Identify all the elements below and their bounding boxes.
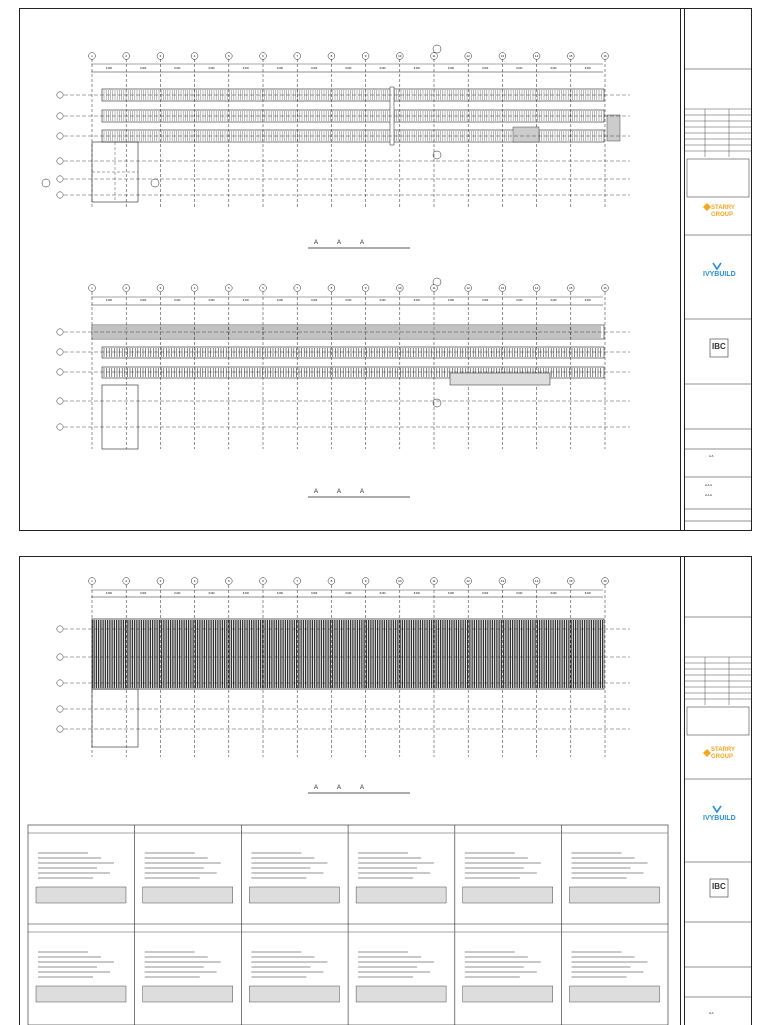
dimension-label: 8,000: [482, 67, 489, 70]
dimension-label: 8,000: [345, 67, 352, 70]
dimension-label: 8,000: [208, 299, 215, 302]
title-block: [684, 557, 751, 1025]
dimension-label: 8,000: [208, 592, 215, 595]
dimension-label: 8,000: [242, 592, 249, 595]
grid-label: 5: [227, 286, 230, 291]
dimension-label: 8,000: [379, 67, 386, 70]
logo-text: GROUP: [711, 754, 734, 760]
dimension-label: 8,000: [345, 299, 352, 302]
company-logo-2: IVYBUILD: [703, 815, 736, 822]
grid-label: 12: [466, 579, 470, 584]
grid-label: 9: [364, 286, 367, 291]
drawing-area: [20, 557, 681, 1025]
dimension-label: 8,000: [174, 67, 181, 70]
grid-label: 3: [159, 286, 162, 291]
dimension-label: 8,000: [208, 67, 215, 70]
grid-label: 7: [296, 54, 299, 59]
grid-label: 3: [159, 54, 162, 59]
grid-label: 9: [364, 54, 367, 59]
grid-label: 4: [193, 579, 196, 584]
drawing-sheet-1: [19, 8, 752, 531]
grid-label: 16: [603, 54, 607, 59]
grid-label: 14: [534, 54, 539, 59]
grid-label: 4: [193, 54, 196, 59]
dimension-label: 8,000: [106, 67, 112, 70]
grid-label: 5: [227, 579, 230, 584]
grid-label: 11: [432, 54, 436, 59]
grid-label: 6: [262, 579, 264, 584]
grid-label: 1: [91, 579, 93, 584]
plan-title: A A A: [314, 240, 374, 246]
grid-label: 16: [603, 579, 607, 584]
grid-label: 2: [125, 54, 128, 59]
grid-label: 12: [466, 54, 470, 59]
dimension-label: 8,000: [482, 592, 489, 595]
grid-label: 2: [125, 286, 128, 291]
grid-label: 12: [466, 286, 470, 291]
grid-label: 3: [159, 579, 162, 584]
grid-label: 10: [398, 579, 402, 584]
company-logo-3: IBC: [712, 342, 726, 351]
dimension-label: 8,000: [550, 67, 557, 70]
dimension-label: 8,000: [550, 592, 557, 595]
grid-label: 8: [330, 54, 333, 59]
grid-label: 8: [330, 286, 333, 291]
stamp-text: A A A: [705, 483, 713, 487]
plan-title: A A A: [314, 489, 374, 495]
grid-label: 15: [569, 54, 573, 59]
grid-label: 8: [330, 579, 333, 584]
dimension-label: 8,000: [140, 592, 147, 595]
drawing-area: [20, 9, 681, 530]
grid-label: 6: [262, 54, 264, 59]
grid-label: 14: [534, 579, 539, 584]
grid-label: 10: [398, 54, 402, 59]
dimension-label: 8,000: [413, 592, 420, 595]
dimension-label: 8,000: [413, 299, 420, 302]
dimension-label: 8,000: [584, 592, 591, 595]
grid-label: 14: [534, 286, 539, 291]
dimension-label: 8,000: [106, 592, 112, 595]
grid-label: 15: [569, 286, 573, 291]
grid-label: 11: [432, 286, 436, 291]
grid-label: 15: [569, 579, 573, 584]
dimension-label: 8,000: [106, 299, 112, 302]
plan-title: A A A: [314, 785, 374, 791]
dimension-label: 8,000: [550, 299, 557, 302]
logo-text: GROUP: [711, 212, 734, 218]
dimension-label: 8,000: [345, 592, 352, 595]
dimension-label: 8,000: [448, 299, 454, 302]
dimension-label: 8,000: [584, 299, 591, 302]
company-logo-1: [711, 205, 735, 219]
grid-label: 7: [296, 579, 299, 584]
title-block: [684, 9, 751, 530]
grid-label: 16: [603, 286, 607, 291]
dimension-label: 8,000: [482, 299, 489, 302]
title-block-grid: [685, 9, 751, 530]
grid-label: 4: [193, 286, 196, 291]
dimension-label: 8,000: [242, 67, 249, 70]
logo-text: STARRY: [711, 747, 735, 753]
dimension-label: 8,000: [174, 299, 181, 302]
grid-label: 7: [296, 286, 299, 291]
dimension-label: 8,000: [584, 67, 591, 70]
dimension-label: 8,000: [140, 299, 147, 302]
dimension-label: 8,000: [140, 67, 147, 70]
dimension-label: 8,000: [516, 592, 523, 595]
title-block-grid: [685, 557, 751, 1025]
grid-label: 13: [500, 54, 505, 59]
grid-label: 6: [262, 286, 264, 291]
stamp-text: A A A: [705, 493, 713, 497]
dimension-label: 8,000: [277, 299, 283, 302]
stamp-text: A A: [709, 454, 714, 458]
drawing-sheet-2: [19, 556, 752, 1025]
dimension-label: 8,000: [379, 299, 386, 302]
grid-label: 5: [227, 54, 230, 59]
dimension-label: 8,000: [379, 592, 386, 595]
stamp-text: A A: [709, 1011, 714, 1015]
grid-label: 11: [432, 579, 436, 584]
dimension-label: 8,000: [311, 592, 318, 595]
grid-label: 1: [91, 286, 93, 291]
floor-plan-svg: [20, 557, 680, 1025]
logo-text: STARRY: [711, 205, 735, 211]
company-logo-3: IBC: [712, 882, 726, 891]
dimension-label: 8,000: [311, 299, 318, 302]
grid-label: 10: [398, 286, 402, 291]
dimension-label: 8,000: [277, 67, 283, 70]
grid-label: 1: [91, 54, 93, 59]
company-logo-1: [711, 747, 735, 761]
dimension-label: 8,000: [311, 67, 318, 70]
dimension-label: 8,000: [413, 67, 420, 70]
dimension-label: 8,000: [516, 299, 523, 302]
dimension-label: 8,000: [516, 67, 523, 70]
grid-label: 2: [125, 579, 128, 584]
grid-label: 9: [364, 579, 367, 584]
floor-plans-svg: [20, 9, 680, 530]
grid-label: 13: [500, 579, 505, 584]
company-logo-2: IVYBUILD: [703, 271, 736, 278]
dimension-label: 8,000: [174, 592, 181, 595]
dimension-label: 8,000: [448, 67, 454, 70]
dimension-label: 8,000: [448, 592, 454, 595]
grid-label: 13: [500, 286, 505, 291]
dimension-label: 8,000: [277, 592, 283, 595]
dimension-label: 8,000: [242, 299, 249, 302]
